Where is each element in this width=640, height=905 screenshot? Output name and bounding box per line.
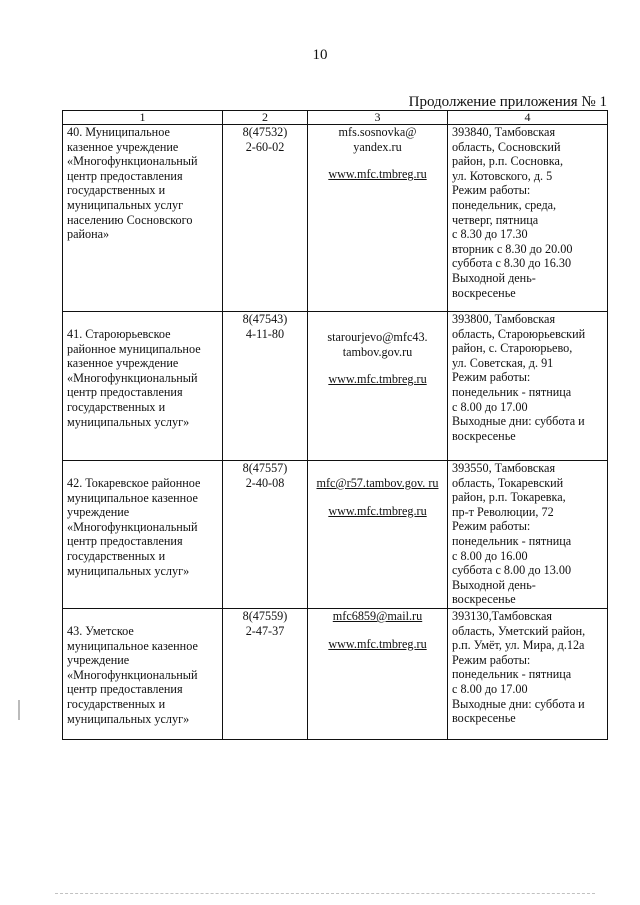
address-line: ул. Котовского, д. 5 bbox=[452, 168, 553, 183]
email-link[interactable]: mfc6859@mail.ru bbox=[332, 609, 423, 623]
address-line: район, р.п. Токаревка, bbox=[452, 490, 566, 505]
phone-number: 2-60-02 bbox=[245, 139, 285, 154]
address-line: Режим работы: bbox=[452, 370, 531, 385]
phone-cell bbox=[223, 461, 308, 609]
mfc-table bbox=[62, 110, 608, 740]
address-line: область, Сосновский bbox=[452, 139, 561, 154]
phone-number: 2-47-37 bbox=[245, 623, 285, 638]
organization-cell bbox=[63, 609, 223, 740]
table-row bbox=[63, 125, 608, 312]
address-line: с 8.00 до 17.00 bbox=[452, 399, 528, 414]
phone-code: 8(47559) bbox=[242, 609, 288, 623]
address-line: район, с. Староюрьево, bbox=[452, 341, 573, 356]
address-line: Выходной день- bbox=[452, 270, 536, 285]
footer-scan-marks bbox=[55, 893, 595, 898]
organization-line: района» bbox=[67, 227, 110, 242]
table-row bbox=[63, 312, 608, 461]
address-line: область, Токаревский bbox=[452, 475, 564, 490]
address-cell bbox=[448, 461, 608, 609]
address-line: с 8.00 до 16.00 bbox=[452, 548, 528, 563]
address-line: ул. Советская, д. 91 bbox=[452, 355, 554, 370]
address-line: область, Староюрьевский bbox=[452, 326, 586, 341]
address-line: Выходные дни: суббота и bbox=[452, 696, 585, 711]
organization-cell bbox=[63, 461, 223, 609]
header-row bbox=[63, 111, 608, 125]
address-cell bbox=[448, 609, 608, 740]
address-line: понедельник - пятница bbox=[452, 533, 572, 548]
website-link[interactable]: www.mfc.tmbreg.ru bbox=[328, 167, 427, 182]
organization-line: муниципальное казенное bbox=[67, 490, 198, 505]
column-header: 4 bbox=[448, 111, 608, 125]
contact-cell bbox=[308, 609, 448, 740]
organization-line: государственных и bbox=[67, 548, 166, 563]
appendix-title: Продолжение приложения № 1 bbox=[408, 94, 607, 110]
column-header: 2 bbox=[223, 111, 308, 125]
organization-line: «Многофункциональный bbox=[67, 519, 198, 534]
organization-line: центр предоставления bbox=[67, 534, 183, 549]
address-line: воскресенье bbox=[452, 285, 516, 300]
contact-cell bbox=[308, 312, 448, 461]
address-line: суббота с 8.30 до 16.30 bbox=[452, 256, 572, 271]
address-line: Выходные дни: суббота и bbox=[452, 414, 585, 429]
organization-line: населению Сосновского bbox=[67, 212, 193, 227]
organization-line: государственных и bbox=[67, 696, 166, 711]
organization-line: центр предоставления bbox=[67, 168, 183, 183]
organization-line: учреждение bbox=[67, 505, 130, 520]
address-line: вторник с 8.30 до 20.00 bbox=[452, 241, 573, 256]
address-line: Режим работы: bbox=[452, 519, 531, 534]
organization-line: 43. Уметское bbox=[67, 624, 134, 638]
organization-line: государственных и bbox=[67, 399, 166, 414]
organization-line: центр предоставления bbox=[67, 682, 183, 697]
organization-line: казенное учреждение bbox=[67, 356, 179, 371]
address-line: р.п. Умёт, ул. Мира, д.12а bbox=[452, 638, 585, 653]
address-cell bbox=[448, 125, 608, 312]
scan-mark bbox=[18, 700, 20, 720]
website-link[interactable]: www.mfc.tmbreg.ru bbox=[328, 636, 427, 651]
column-header: 3 bbox=[308, 111, 448, 125]
email-link[interactable]: mfs.sosnovka@ bbox=[338, 125, 417, 139]
organization-line: муниципальных услуг bbox=[67, 197, 184, 212]
address-line: суббота с 8.00 до 13.00 bbox=[452, 563, 572, 578]
organization-line: районное муниципальное bbox=[67, 341, 201, 356]
phone-number: 2-40-08 bbox=[245, 475, 285, 490]
organization-line: 40. Муниципальное bbox=[67, 125, 170, 139]
organization-line: государственных и bbox=[67, 183, 166, 198]
address-cell bbox=[448, 312, 608, 461]
organization-line: муниципальных услуг» bbox=[67, 563, 190, 578]
address-line: с 8.00 до 17.00 bbox=[452, 681, 528, 696]
email-link[interactable]: mfc@r57.tambov.gov. ru bbox=[316, 476, 439, 490]
address-line: Режим работы: bbox=[452, 183, 531, 198]
contact-cell bbox=[308, 461, 448, 609]
phone-cell bbox=[223, 609, 308, 740]
email-link[interactable]: yandex.ru bbox=[353, 139, 402, 154]
address-line: 393840, Тамбовская bbox=[452, 125, 556, 139]
website-link[interactable]: www.mfc.tmbreg.ru bbox=[328, 372, 427, 387]
organization-line: центр предоставления bbox=[67, 385, 183, 400]
phone-code: 8(47543) bbox=[242, 312, 288, 326]
organization-line: 42. Токаревское районное bbox=[67, 476, 201, 490]
organization-line: учреждение bbox=[67, 653, 130, 668]
email-link[interactable]: starourjevo@mfc43. bbox=[327, 330, 428, 344]
organization-line: муниципальных услуг» bbox=[67, 711, 190, 726]
email-link[interactable]: tambov.gov.ru bbox=[342, 344, 413, 359]
organization-line: 41. Староюрьевское bbox=[67, 327, 171, 341]
table-row bbox=[63, 461, 608, 609]
address-line: понедельник - пятница bbox=[452, 384, 572, 399]
organization-line: «Многофункциональный bbox=[67, 370, 198, 385]
address-line: район, р.п. Сосновка, bbox=[452, 154, 563, 169]
address-line: пр-т Революции, 72 bbox=[452, 504, 554, 519]
organization-line: муниципальных услуг» bbox=[67, 414, 190, 429]
column-header: 1 bbox=[63, 111, 223, 125]
address-line: Режим работы: bbox=[452, 652, 531, 667]
organization-line: казенное учреждение bbox=[67, 139, 179, 154]
contact-cell bbox=[308, 125, 448, 312]
organization-line: муниципальное казенное bbox=[67, 638, 198, 653]
address-line: 393800, Тамбовская bbox=[452, 312, 556, 326]
address-line: 393130,Тамбовская bbox=[452, 609, 553, 623]
organization-line: «Многофункциональный bbox=[67, 667, 198, 682]
address-line: воскресенье bbox=[452, 428, 516, 443]
organization-line: «Многофункциональный bbox=[67, 154, 198, 169]
phone-code: 8(47557) bbox=[242, 461, 288, 475]
phone-number: 4-11-80 bbox=[245, 326, 285, 341]
address-line: воскресенье bbox=[452, 711, 516, 726]
address-line: с 8.30 до 17.30 bbox=[452, 227, 528, 242]
address-line: понедельник, среда, bbox=[452, 197, 557, 212]
address-line: 393550, Тамбовская bbox=[452, 461, 556, 475]
page-number: 10 bbox=[312, 47, 328, 63]
organization-cell bbox=[63, 312, 223, 461]
address-line: воскресенье bbox=[452, 592, 516, 607]
phone-cell bbox=[223, 312, 308, 461]
phone-cell bbox=[223, 125, 308, 312]
organization-cell bbox=[63, 125, 223, 312]
address-line: область, Уметский район, bbox=[452, 623, 586, 638]
address-line: четверг, пятница bbox=[452, 212, 539, 227]
website-link[interactable]: www.mfc.tmbreg.ru bbox=[328, 503, 427, 518]
table-row bbox=[63, 609, 608, 740]
address-line: понедельник - пятница bbox=[452, 667, 572, 682]
address-line: Выходной день- bbox=[452, 577, 536, 592]
phone-code: 8(47532) bbox=[242, 125, 288, 139]
